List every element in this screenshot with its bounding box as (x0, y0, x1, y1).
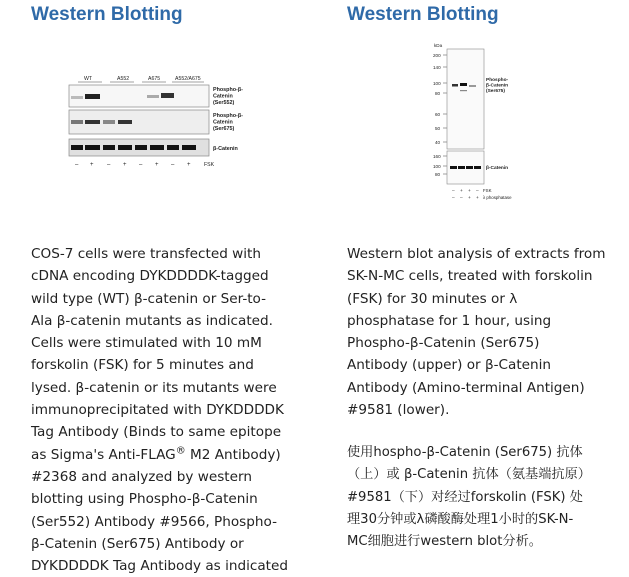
marker-40: 40 (435, 140, 441, 145)
lane-label-a675: A675 (148, 76, 161, 82)
upper-label-line2: β-Catenin (486, 83, 509, 89)
lane-label-a552-a675: A552/A675 (175, 76, 201, 82)
fsk-sign-4: + (123, 162, 127, 168)
caption-line: SK-N-MC cells, treated with forskolin (347, 268, 593, 285)
caption-line: #2368 and analyzed by western (31, 468, 252, 485)
r-phos-sign-4: + (476, 196, 479, 201)
left-column (31, 0, 321, 26)
upper-label-line1: Phospho- (486, 78, 509, 83)
label-ser675-line3: (Ser675) (213, 126, 235, 132)
marker-100-lower: 100 (433, 164, 441, 169)
label-ser552-line3: (Ser552) (213, 100, 235, 106)
right-column (347, 0, 629, 26)
fsk-sign-2: + (90, 162, 94, 168)
caption-line: Tag Antibody (Binds to same epitope (31, 424, 282, 441)
right-caption (347, 243, 629, 421)
caption-line: cDNA encoding DYKDDDDK-tagged (31, 268, 269, 285)
caption-line: Antibody (upper) or β-Catenin (347, 357, 552, 374)
r-fsk-sign-3: + (468, 189, 471, 194)
caption-zh-line: 使用hospho-β-Catenin (Ser675) 抗体 (347, 445, 583, 460)
marker-80: 80 (435, 91, 441, 96)
right-heading: Western Blotting (347, 4, 499, 25)
caption-line: M2 Antibody) (190, 446, 281, 463)
caption-line: Ala β-catenin mutants as indicated. (31, 312, 273, 329)
blot-panel-upper (447, 49, 484, 149)
label-ser675-line1: Phospho-β- (213, 113, 243, 119)
label-ser552-line1: Phospho-β- (213, 87, 243, 93)
caption-zh-line: 理30分钟或λ磷酸酶处理1小时的SK-N- (347, 511, 574, 527)
caption-line: phosphatase for 1 hour, using (347, 312, 552, 329)
caption-line: Phospho-β-Catenin (Ser675) (347, 335, 540, 352)
marker-200: 200 (433, 53, 441, 58)
caption-line: Antibody (Amino-terminal Antigen) (347, 379, 585, 396)
r-fsk-sign-4: – (476, 189, 479, 194)
caption-line: Cells were stimulated with 10 mM (31, 335, 262, 352)
caption-line: #9581 (lower). (347, 402, 450, 419)
caption-line: lysed. β-catenin or its mutants were (31, 379, 277, 396)
kda-label: kDa (434, 43, 443, 48)
r-phos-sign-3: + (468, 196, 471, 201)
svg-text:Phospho- β-Catenin (486, 77, 509, 94)
r-phos-sign-2: – (460, 196, 463, 201)
label-ser552-line2: Catenin (213, 93, 233, 100)
fsk-sign-8: + (187, 162, 191, 168)
label-total-catenin: β-Catenin (213, 146, 238, 152)
svg-text:Phospho-β- Catenin (213, 87, 244, 106)
caption-zh-line: MC细胞进行western blot分析。 (347, 534, 542, 550)
caption-line: as Sigma's Anti-FLAG (31, 446, 176, 463)
marker-100: 100 (433, 81, 441, 86)
marker-80-lower: 80 (435, 172, 441, 177)
fsk-sign-3: – (107, 162, 111, 168)
caption-line: (FSK) for 30 minutes or λ (347, 290, 518, 307)
caption-line: forskolin (FSK) for 5 minutes and (31, 357, 254, 374)
lane-label-a552: A552 (117, 76, 130, 82)
caption-zh-line: #9581（下）对经过forskolin (FSK) 处 (347, 489, 583, 505)
caption-line: DYKDDDDK Tag Antibody as indicated (31, 558, 288, 575)
r-phosphatase-label: λ phosphatase (483, 195, 512, 200)
caption-line: (Ser552) Antibody #9566, Phospho- (31, 513, 277, 530)
caption-line: COS-7 cells were transfected with (31, 246, 261, 262)
caption-line: blotting using Phospho-β-Catenin (31, 491, 258, 508)
label-ser675-line2: Catenin (213, 119, 233, 126)
svg-text:Phospho-β- Catenin (213, 113, 244, 132)
marker-160: 160 (433, 154, 441, 159)
lower-label: β-Catenin (486, 166, 509, 171)
caption-line: β-Catenin (Ser675) Antibody or (31, 535, 244, 552)
marker-140: 140 (433, 65, 441, 70)
r-fsk-sign-2: + (460, 189, 463, 194)
left-caption (31, 243, 321, 577)
r-fsk-sign-1: – (452, 189, 455, 194)
fsk-label: FSK (204, 162, 215, 168)
upper-label-line3: (Ser675) (486, 89, 505, 94)
caption-line: wild type (WT) β-catenin or Ser-to- (31, 290, 267, 307)
lane-label-wt: WT (84, 76, 93, 82)
caption-line: immunoprecipitated with DYKDDDDK (31, 402, 284, 419)
fsk-sign-5: – (139, 162, 143, 168)
fsk-sign-1: – (75, 162, 79, 168)
r-fsk-label: FSK (483, 188, 492, 193)
left-western-blot-image (62, 70, 252, 174)
right-western-blot-image (430, 40, 540, 206)
marker-60: 60 (435, 112, 441, 117)
left-heading: Western Blotting (31, 4, 183, 25)
fsk-sign-7: – (171, 162, 175, 168)
fsk-sign-6: + (155, 162, 159, 168)
caption-zh-line: （上）或 β-Catenin 抗体（氨基端抗原） (347, 467, 591, 483)
r-phos-sign-1: – (452, 196, 455, 201)
caption-line: Western blot analysis of extracts from (347, 246, 606, 262)
marker-50: 50 (435, 126, 441, 131)
right-caption-chinese (347, 442, 629, 553)
registered-mark: ® (175, 445, 186, 457)
